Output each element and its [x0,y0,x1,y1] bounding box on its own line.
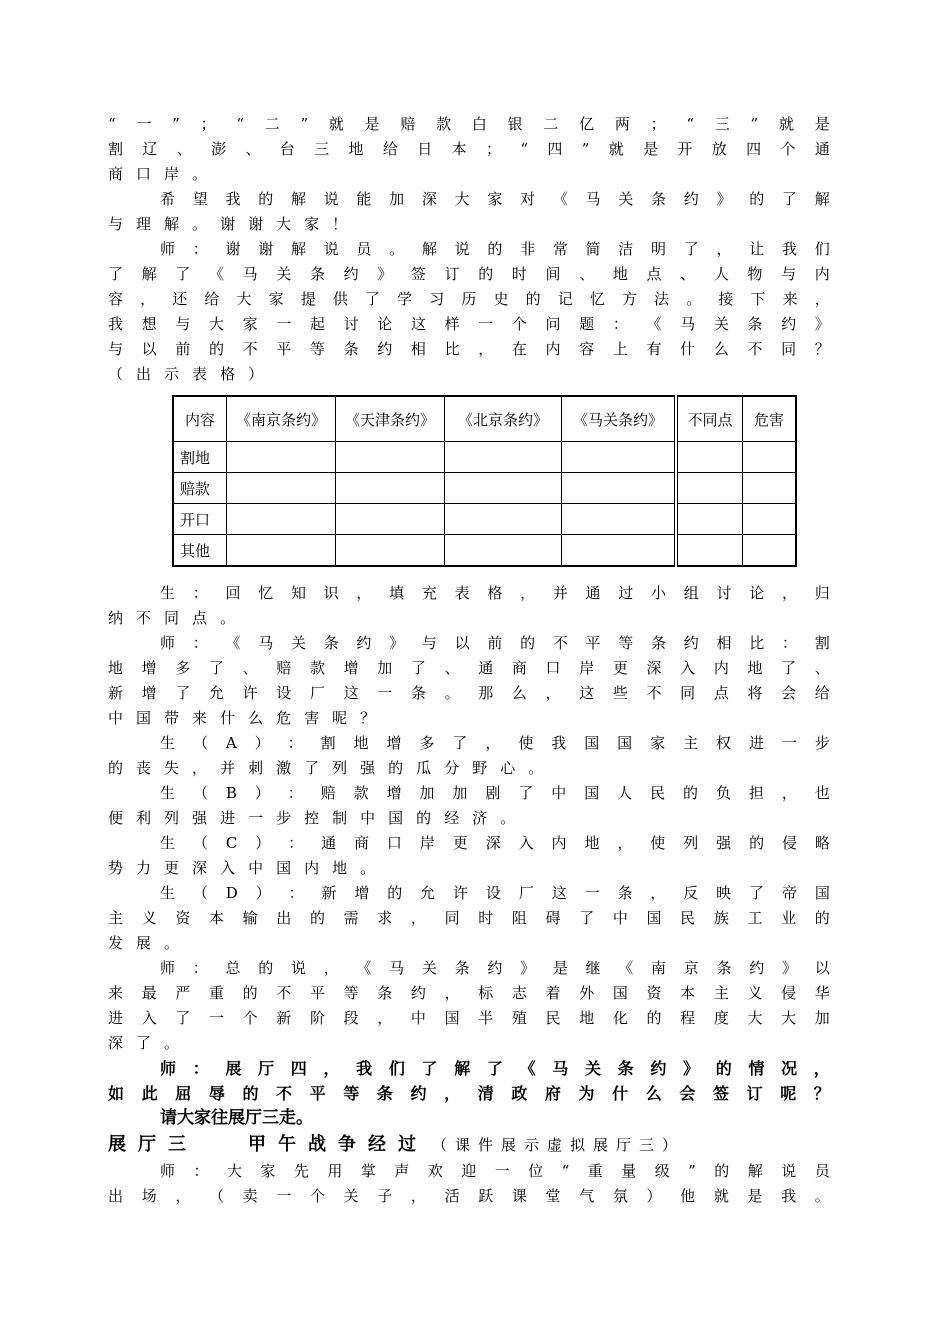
text-line: 发 展 。 [108,934,180,952]
comparison-table [172,395,797,567]
table-header-cell: 不同点 [676,396,743,442]
table-header-row [173,396,796,442]
table-row-label: 赔款 [173,473,227,504]
table-row-label: 割地 [173,442,227,473]
table-cell [562,535,677,567]
table-cell [743,442,797,473]
table-cell [445,504,562,535]
table-cell [562,442,677,473]
text-block-bottom [108,581,830,1056]
text-line: 师 ： 《 马 关 条 约 》 与 以 前 的 不 平 等 条 约 相 比 ： 割 [160,634,830,652]
final-paragraph [108,1159,830,1209]
table-cell [227,504,336,535]
bold-instruction [108,1106,830,1131]
text-line: “ 一 ” ； “ 二 ” 就 是 赔 款 白 银 二 亿 两 ； “ 三 ” 就 是 [108,115,830,133]
text-line: 纳 不 同 点 。 [108,609,236,627]
table-cell [743,473,797,504]
bold-paragraph [108,1056,830,1106]
table-header-cell: 危害 [743,396,797,442]
table-cell [445,535,562,567]
table-row [173,473,796,504]
text-line: 主 义 资 本 输 出 的 需 求 ， 同 时 阻 碍 了 中 国 民 族 工 业 的 [108,909,830,927]
table-cell [227,442,336,473]
table-row [173,504,796,535]
text-line: 师 ： 谢 谢 解 说 员 。 解 说 的 非 常 简 洁 明 了 ， 让 我 们 [160,240,830,258]
text-line: 生 ： 回 忆 知 识 ， 填 充 表 格 ， 并 通 过 小 组 讨 论 ， 归 [160,584,830,602]
text-line: 便 利 列 强 进 一 步 控 制 中 国 的 经 济 。 [108,809,516,827]
table-cell [336,504,445,535]
table-header-cell: 内容 [173,396,227,442]
table-cell [336,535,445,567]
table-cell [227,473,336,504]
text-line: 地 增 多 了 、 赔 款 增 加 了 、 通 商 口 岸 更 深 入 内 地 了 、 [108,659,830,677]
table-cell [676,442,743,473]
table-row-label: 其他 [173,535,227,567]
hall-title: 甲午战争经过 [248,1134,428,1155]
table-cell [562,504,677,535]
table-header-cell: 《马关条约》 [562,396,677,442]
table-cell [676,473,743,504]
bold-instruction-text: 请大家往展厅三走。 [160,1108,313,1128]
table-header-cell: 《天津条约》 [336,396,445,442]
text-line: 商 口 岸 。 [108,165,208,183]
table-header-cell: 《南京条约》 [227,396,336,442]
text-line: 生 （ C ） ： 通 商 口 岸 更 深 入 内 地 ， 使 列 强 的 侵 略 [160,834,830,852]
text-line: 如 此 屈 辱 的 不 平 等 条 约 ， 清 政 府 为 什 么 会 签 订 呢 ？ [108,1084,830,1103]
table-cell [336,442,445,473]
hall-heading [108,1131,830,1159]
table-cell [445,442,562,473]
table-row [173,442,796,473]
text-line: 师 ： 展 厅 四 ， 我 们 了 解 了 《 马 关 条 约 》 的 情 况 ， [160,1059,830,1078]
table-cell [743,504,797,535]
text-line: 生 （ A ） ： 割 地 增 多 了 ， 使 我 国 国 家 主 权 进 一 步 [160,734,830,752]
table-cell [227,535,336,567]
table-row [173,535,796,567]
table-cell [445,473,562,504]
text-line: 新 增 了 允 许 设 厂 这 一 条 。 那 么 ， 这 些 不 同 点 将 会 给 [108,684,830,702]
text-line: 与 理 解 。 谢 谢 大 家 ！ [108,215,348,233]
document-page [108,112,830,1209]
text-line: 中 国 带 来 什 么 危 害 呢 ？ [108,709,376,727]
comparison-table-wrap [172,395,830,567]
text-block-top [108,112,830,387]
text-line: 割 辽 、 澎 、 台 三 地 给 日 本 ； “ 四 ” 就 是 开 放 四 个 通 [108,140,830,158]
hall-name: 展厅三 [108,1134,198,1155]
text-line: 进 入 了 一 个 新 阶 段 ， 中 国 半 殖 民 地 化 的 程 度 大 大 加 [108,1009,830,1027]
text-line: 我 想 与 大 家 一 起 讨 论 这 样 一 个 问 题 ： 《 马 关 条 约 》 [108,315,830,333]
text-line: 与 以 前 的 不 平 等 条 约 相 比 ， 在 内 容 上 有 什 么 不 同 ？ [108,340,830,358]
table-cell [743,535,797,567]
text-line: 生 （ B ） ： 赔 款 增 加 加 剧 了 中 国 人 民 的 负 担 ， 也 [160,784,830,802]
text-line: 的 丧 失 ， 并 刺 激 了 列 强 的 瓜 分 野 心 。 [108,759,544,777]
table-cell [336,473,445,504]
table-header-cell: 《北京条约》 [445,396,562,442]
table-cell [676,504,743,535]
text-line: 深 了 。 [108,1034,180,1052]
hall-note: （课件展示虚拟展厅三） [432,1136,686,1154]
text-line: 来 最 严 重 的 不 平 等 条 约 ， 标 志 着 外 国 资 本 主 义 侵 华 [108,984,830,1002]
text-line: 势 力 更 深 入 中 国 内 地 。 [108,859,376,877]
text-line: 生 （ D ） ： 新 增 的 允 许 设 厂 这 一 条 ， 反 映 了 帝 国 [160,884,830,902]
table-row-label: 开口 [173,504,227,535]
table-cell [562,473,677,504]
text-line: 了 解 了 《 马 关 条 约 》 签 订 的 时 间 、 地 点 、 人 物 与 内 [108,265,830,283]
text-line: 希 望 我 的 解 说 能 加 深 大 家 对 《 马 关 条 约 》 的 了 解 [160,190,830,208]
text-line: （ 出 示 表 格 ） [108,365,264,383]
text-line: 师 ： 总 的 说 ， 《 马 关 条 约 》 是 继 《 南 京 条 约 》 以 [160,959,830,977]
text-line: 容 ， 还 给 大 家 提 供 了 学 习 历 史 的 记 忆 方 法 。 接 下 来 ， [108,290,830,308]
text-line: 师 ： 大 家 先 用 掌 声 欢 迎 一 位 “ 重 量 级 ” 的 解 说 员 [160,1162,830,1180]
table-cell [676,535,743,567]
text-line: 出 场 ， （ 卖 一 个 关 子 ， 活 跃 课 堂 气 氛 ） 他 就 是 我 。 [108,1187,830,1205]
